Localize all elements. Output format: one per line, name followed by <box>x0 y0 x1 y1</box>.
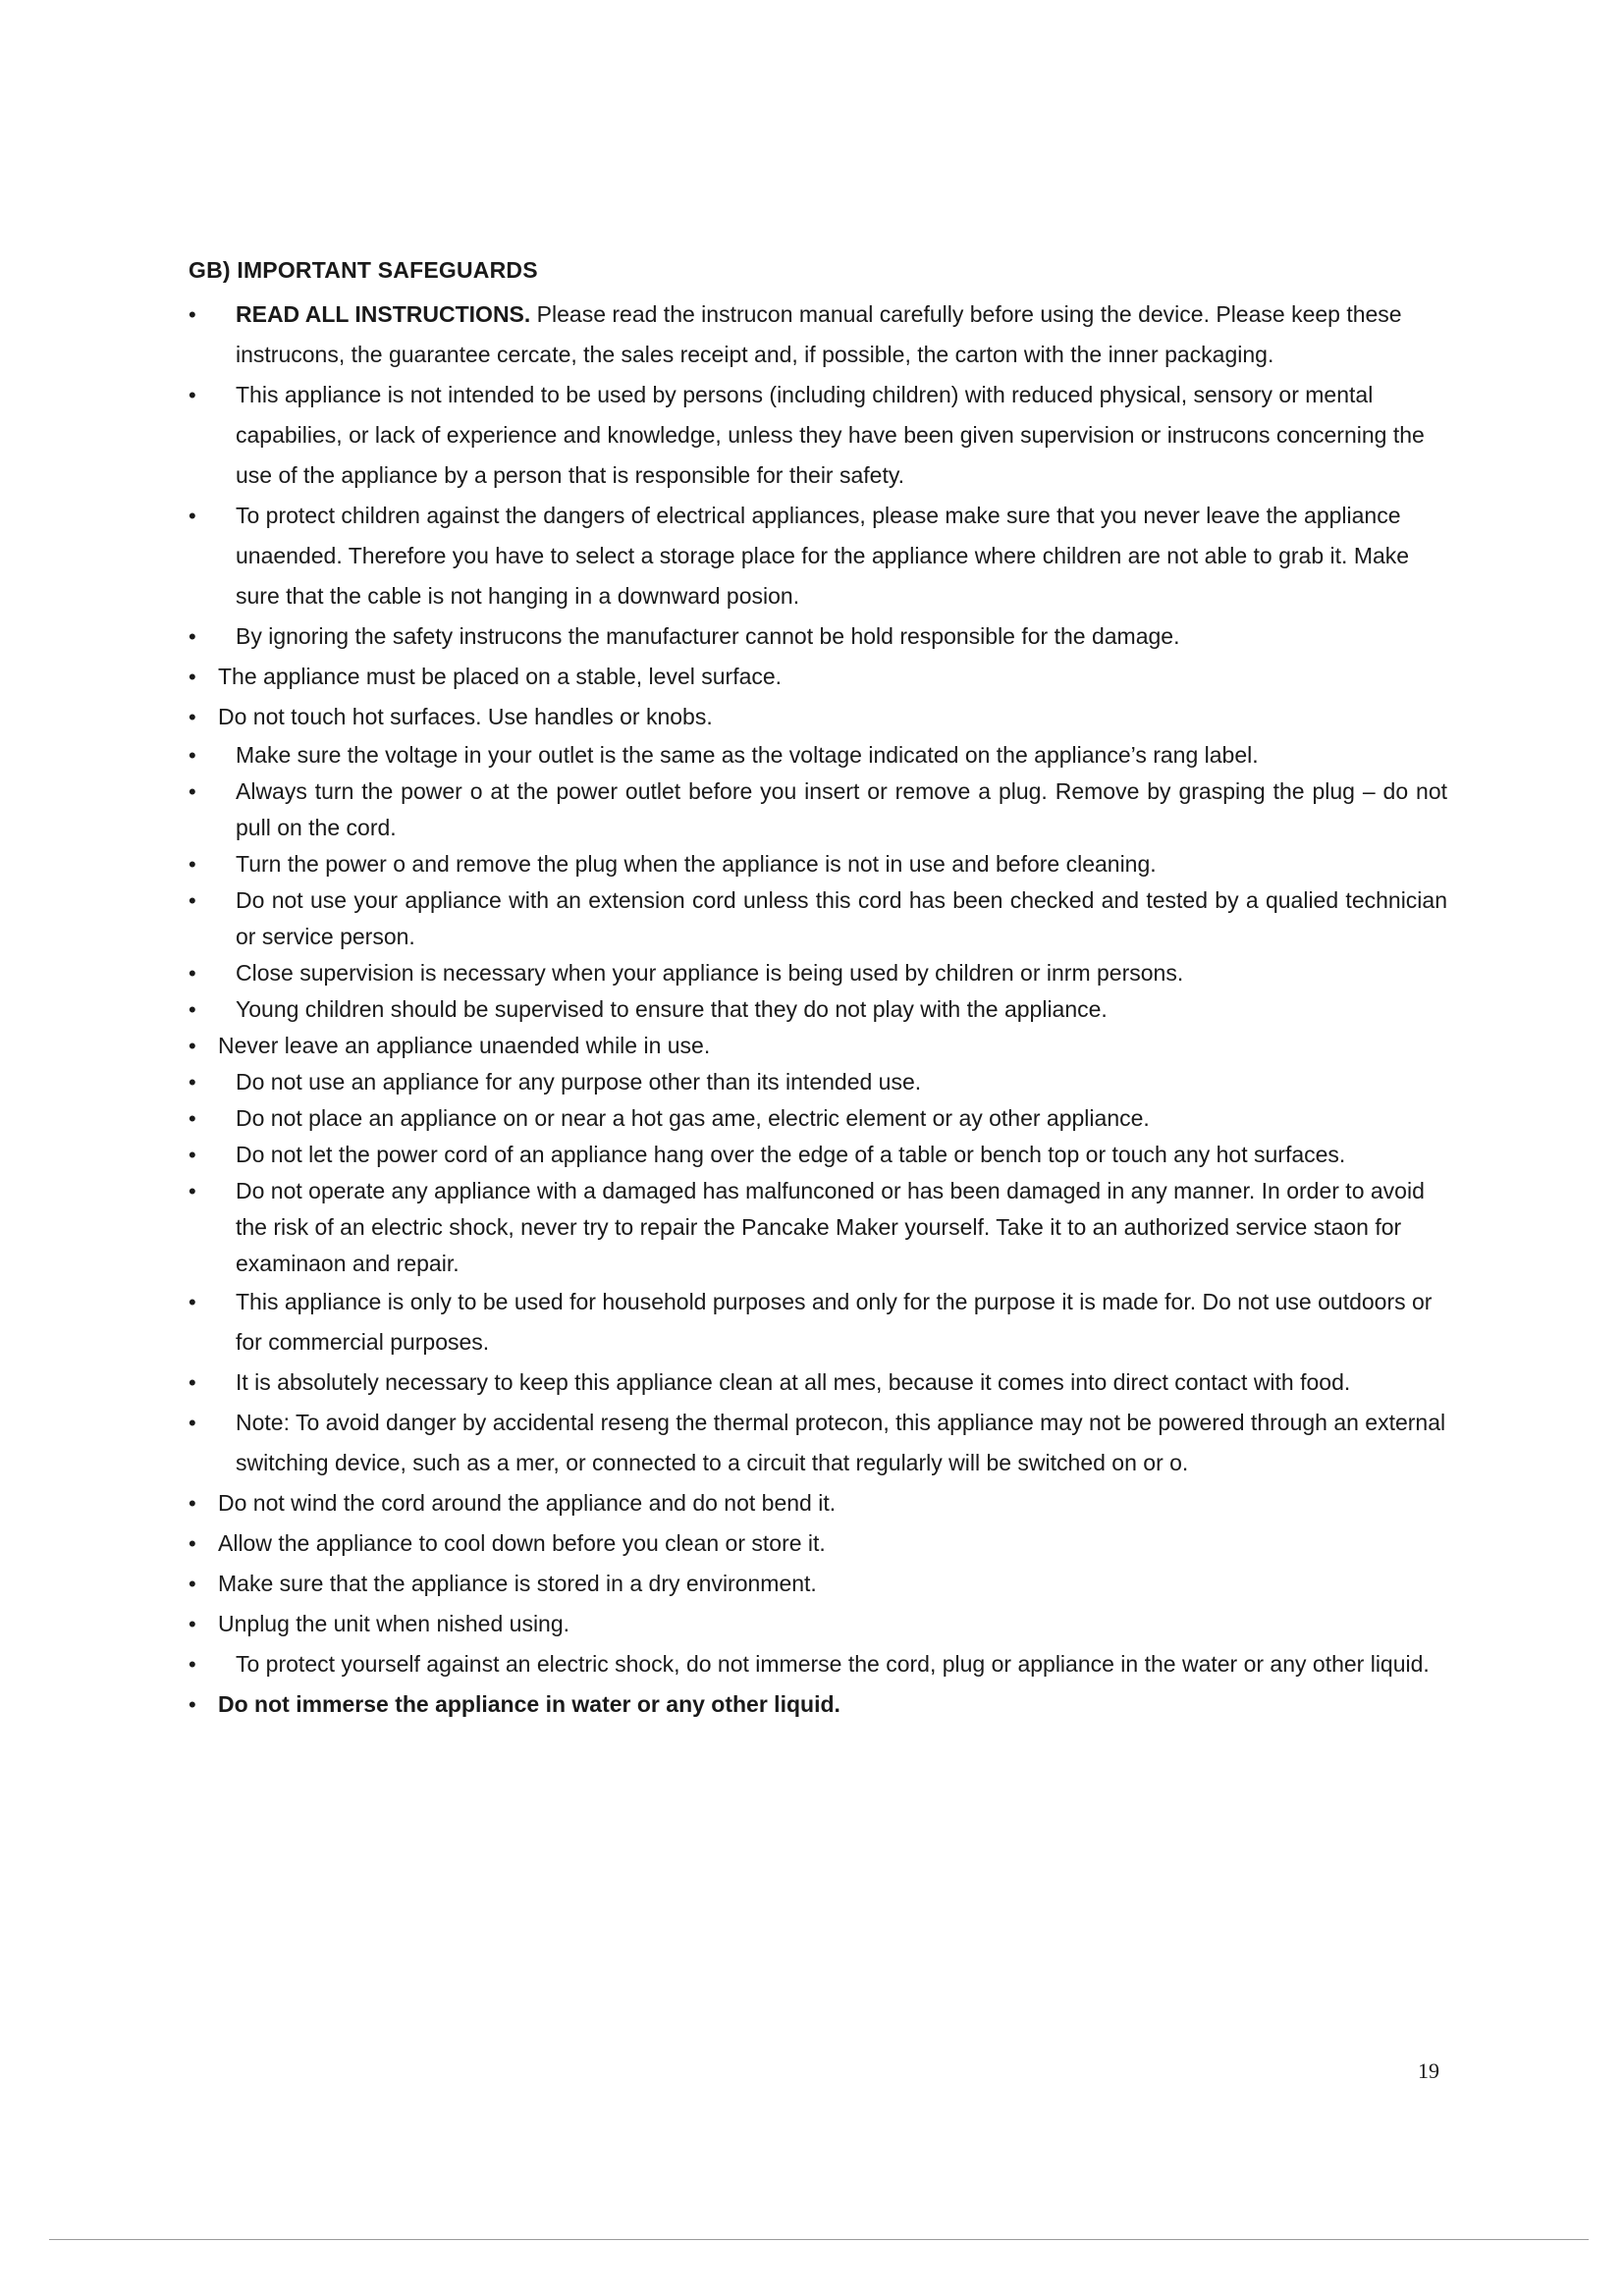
list-item-text: Turn the power o and remove the plug when the appliance is not in use and before cleaning. <box>236 851 1157 877</box>
bullet-icon: • <box>189 302 196 327</box>
list-item-text: This appliance is not intended to be used by persons (including children) with reduced physical, sensory or mental capabilies, or lack of experience and knowledge, unless they have been given supervision or instrucons concerning the use of the appliance by a person that is responsible for their safety. <box>236 382 1425 488</box>
list-item <box>189 1483 1447 1523</box>
list-item <box>189 1064 1447 1100</box>
list-item <box>189 1523 1447 1564</box>
bullet-icon: • <box>189 1034 196 1058</box>
list-item-text: Do not operate any appliance with a damaged has malfunconed or has been damaged in any manner. In order to avoid the risk of an electric shock, never try to repair the Pancake Maker yourself. Take it to an authorized service staon for examinaon and repair. <box>236 1178 1425 1276</box>
bullet-icon: • <box>189 1143 196 1167</box>
list-item-text: Do not place an appliance on or near a hot gas ame, electric element or ay other appliance. <box>236 1105 1150 1131</box>
list-item <box>189 657 1447 697</box>
bullet-icon: • <box>189 1491 196 1516</box>
list-item-text: Note: To avoid danger by accidental reseng the thermal protecon, this appliance may not be powered through an external switching device, such as a mer, or connected to a circuit that regularly will be switched on or o. <box>236 1410 1446 1475</box>
list-item-text: By ignoring the safety instrucons the manufacturer cannot be hold responsible for the damage. <box>236 623 1180 649</box>
list-item <box>189 955 1447 991</box>
list-item <box>189 1564 1447 1604</box>
list-item <box>189 1100 1447 1137</box>
bullet-icon: • <box>189 1070 196 1095</box>
list-item-text: To protect yourself against an electric shock, do not immerse the cord, plug or appliance in the water or any other liquid. <box>236 1651 1430 1677</box>
list-item-text: Make sure the voltage in your outlet is the same as the voltage indicated on the appliance’s rang label. <box>236 742 1259 768</box>
bullet-icon: • <box>189 1612 196 1636</box>
bullet-icon: • <box>189 888 196 913</box>
list-item <box>189 294 1447 375</box>
bullet-icon: • <box>189 852 196 877</box>
list-item-text: Do not touch hot surfaces. Use handles or knobs. <box>218 704 713 729</box>
bullet-icon: • <box>189 1411 196 1435</box>
list-item-text: Do not use your appliance with an extension cord unless this cord has been checked and tested by a qualied technician or service person. <box>236 887 1447 949</box>
list-item-text: Do not wind the cord around the appliance and do not bend it. <box>218 1490 837 1516</box>
list-item <box>189 1028 1447 1064</box>
list-item-text: Do not immerse the appliance in water or any other liquid. <box>218 1691 840 1717</box>
bullet-icon: • <box>189 997 196 1022</box>
list-item-text: Close supervision is necessary when your appliance is being used by children or inrm persons. <box>236 960 1184 986</box>
list-item-text: To protect children against the dangers of electrical appliances, please make sure that you never leave the appliance unaended. Therefore you have to select a storage place for the appliance where children are not able to grab it. Make sure that the cable is not hanging in a downward posion. <box>236 503 1410 609</box>
bullet-icon: • <box>189 1531 196 1556</box>
list-item <box>189 1403 1447 1483</box>
bullet-icon: • <box>189 1106 196 1131</box>
bullet-icon: • <box>189 504 196 528</box>
bullet-icon: • <box>189 705 196 729</box>
list-item <box>189 1137 1447 1173</box>
list-item-text: This appliance is only to be used for household purposes and only for the purpose it is made for. Do not use outdoors or for commercial purposes. <box>236 1289 1433 1355</box>
bullet-icon: • <box>189 1290 196 1314</box>
list-item-text: Young children should be supervised to ensure that they do not play with the appliance. <box>236 996 1108 1022</box>
page-number: 19 <box>1418 2058 1439 2083</box>
bullet-icon: • <box>189 961 196 986</box>
list-item <box>189 846 1447 882</box>
bullet-icon: • <box>189 665 196 689</box>
list-item <box>189 1684 1447 1725</box>
bullet-icon: • <box>189 779 196 804</box>
list-item <box>189 1173 1447 1282</box>
list-item <box>189 991 1447 1028</box>
list-item-text: Allow the appliance to cool down before you clean or store it. <box>218 1530 826 1556</box>
list-item <box>189 1282 1447 1362</box>
list-item <box>189 375 1447 496</box>
list-item <box>189 1362 1447 1403</box>
list-item <box>189 616 1447 657</box>
bullet-icon: • <box>189 1179 196 1203</box>
list-item-text: Never leave an appliance unaended while in use. <box>218 1033 711 1058</box>
footer-divider <box>49 2239 1589 2240</box>
bullet-icon: • <box>189 1652 196 1677</box>
list-item-text: Make sure that the appliance is stored in a dry environment. <box>218 1571 817 1596</box>
list-item <box>189 1604 1447 1644</box>
bullet-icon: • <box>189 624 196 649</box>
list-item-text <box>189 294 1447 375</box>
list-item-text: Do not let the power cord of an appliance hang over the edge of a table or bench top or touch any hot surfaces. <box>236 1142 1346 1167</box>
bullet-icon: • <box>189 1572 196 1596</box>
list-item-text: The appliance must be placed on a stable, level surface. <box>218 664 783 689</box>
list-item <box>189 1644 1447 1684</box>
list-item-text: It is absolutely necessary to keep this appliance clean at all mes, because it comes into direct contact with food. <box>236 1369 1351 1395</box>
bullet-icon: • <box>189 1370 196 1395</box>
list-item-text: Do not use an appliance for any purpose other than its intended use. <box>236 1069 922 1095</box>
list-item <box>189 774 1447 846</box>
list-item-lead: READ ALL INSTRUCTIONS. <box>236 301 531 327</box>
page-title: GB) IMPORTANT SAFEGUARDS <box>189 257 538 283</box>
safeguards-list <box>189 294 1447 1725</box>
list-item <box>189 737 1447 774</box>
list-item-text: Always turn the power o at the power outlet before you insert or remove a plug. Remove by grasping the plug – do not pull on the cord. <box>236 778 1447 840</box>
bullet-icon: • <box>189 383 196 407</box>
list-item-text: Unplug the unit when nished using. <box>218 1611 570 1636</box>
bullet-icon: • <box>189 1692 196 1717</box>
list-item-body: Please read the instrucon manual carefully before using the device. Please keep these instrucons, the guarantee cercate, the sales receipt and, if possible, the carton with the inner packaging. <box>236 301 1402 367</box>
list-item <box>189 697 1447 737</box>
list-item <box>189 496 1447 616</box>
list-item <box>189 882 1447 955</box>
bullet-icon: • <box>189 743 196 768</box>
